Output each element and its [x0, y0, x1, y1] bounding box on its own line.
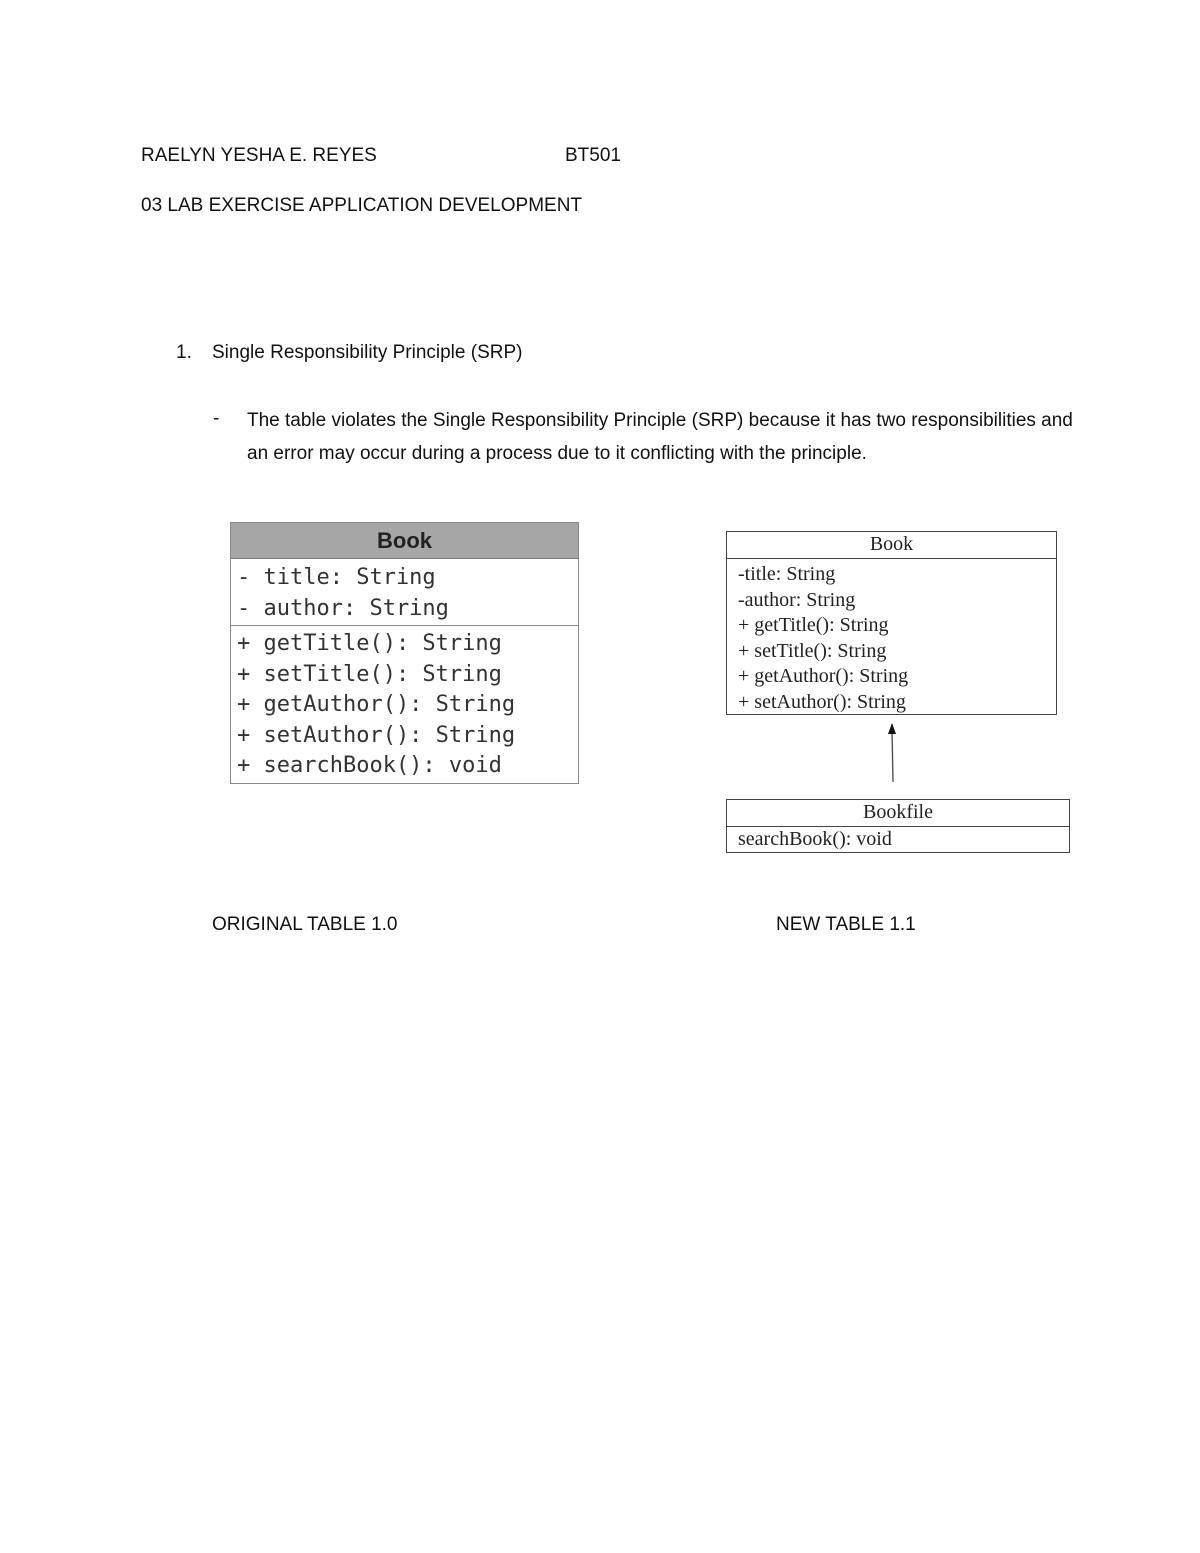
course-code: BT501	[565, 145, 621, 166]
section-title: Single Responsibility Principle (SRP)	[212, 342, 523, 363]
new-book-class-name: Book	[727, 532, 1056, 559]
caption-original: ORIGINAL TABLE 1.0	[212, 914, 398, 935]
caption-new: NEW TABLE 1.1	[776, 914, 916, 935]
new-book-member: -author: String	[738, 588, 856, 611]
new-bookfile-class-name: Bookfile	[727, 800, 1069, 827]
original-attribute: - title: String	[237, 565, 436, 590]
new-book-member: + getTitle(): String	[738, 614, 889, 637]
author-name: RAELYN YESHA E. REYES	[141, 145, 377, 166]
section-number: 1.	[176, 342, 192, 363]
original-attribute: - author: String	[237, 595, 449, 621]
new-book-members	[727, 559, 1056, 716]
original-methods	[231, 626, 578, 782]
new-bookfile-class	[726, 799, 1070, 853]
new-bookfile-members	[727, 827, 1069, 853]
original-method: + searchBook(): void	[237, 753, 502, 778]
new-book-member: + setTitle(): String	[738, 639, 887, 662]
arrow-up-icon	[880, 720, 904, 786]
original-attributes	[231, 559, 578, 626]
new-bookfile-member: searchBook(): void	[738, 828, 892, 850]
new-book-member: + getAuthor(): String	[738, 665, 909, 688]
original-method: + setAuthor(): String	[237, 722, 516, 748]
new-book-member: -title: String	[738, 563, 836, 585]
original-class-name: Book	[231, 523, 578, 559]
original-method: + getTitle(): String	[237, 631, 502, 656]
original-method: + setTitle(): String	[237, 661, 502, 687]
original-method: + getAuthor(): String	[237, 692, 516, 717]
new-book-class	[726, 531, 1057, 715]
explanation-paragraph: The table violates the Single Responsibility Principle (SRP) because it has two responsibilities and an error may occur during a process due to it conflicting with the principle.	[247, 410, 1073, 464]
original-class-diagram	[230, 522, 579, 784]
bullet-dash: -	[213, 408, 220, 429]
lab-title: 03 LAB EXERCISE APPLICATION DEVELOPMENT	[141, 195, 583, 216]
new-book-member: + setAuthor(): String	[738, 690, 906, 713]
